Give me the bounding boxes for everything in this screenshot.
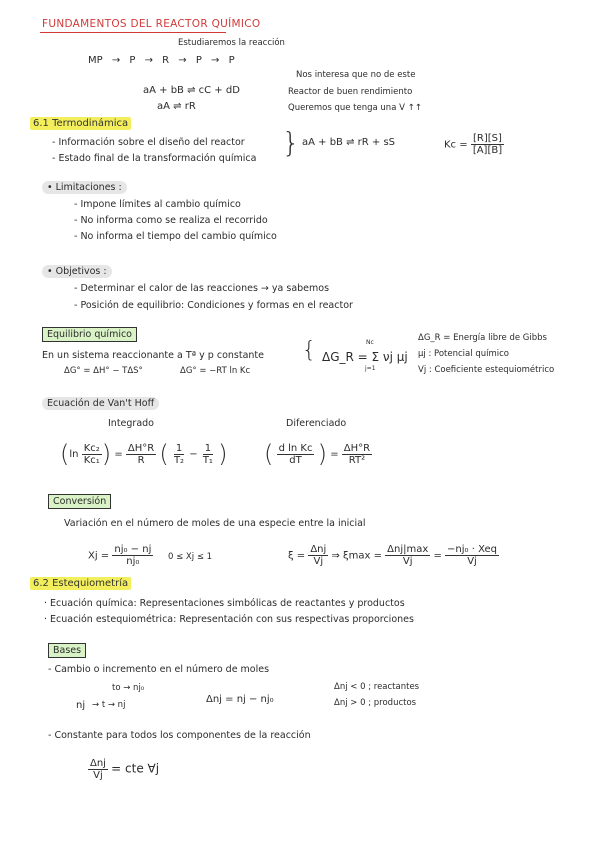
equation-2: aA ⇌ rR	[157, 101, 196, 112]
s62-item-2: · Ecuación estequiométrica: Representación con sus respectivas proporciones	[44, 614, 414, 625]
def-coefficient: Vj : Coeficiente estequiométrico	[418, 365, 555, 375]
def-potential: μj : Potencial químico	[418, 349, 509, 359]
limitaciones-heading: • Limitaciones :	[42, 181, 127, 194]
page-title: FUNDAMENTOS DEL REACTOR QUÍMICO	[42, 18, 261, 30]
bases-t0: to → nj₀	[112, 683, 145, 693]
equilibrio-brace: {	[302, 338, 316, 363]
bases-products: Δnj > 0 ; productos	[334, 698, 417, 708]
bases-nj: nj	[76, 700, 86, 711]
conversion-line: Variación en el número de moles de una especie entre la inicial	[64, 518, 366, 529]
sum-lower: j=1	[365, 365, 376, 372]
vanthoff-integrated: (ln $\frac{\text{Kc₂}}{\text{Kc₁}}$ ) = $\frac{\Delta H^\circ R}{R}$ ( $\frac{1}{\text{T₂}}$ − $\frac{1}{\text{T₁}}$ )	[60, 440, 228, 468]
integrated-label: Integrado	[108, 418, 154, 429]
bases-constant-equation: $\frac{\text{Δnj}}{Vj}$ = cte ∀j	[90, 758, 160, 781]
equation-1: aA + bB ⇌ cC + dD	[143, 85, 240, 96]
vanthoff-heading: Ecuación de Van't Hoff	[42, 397, 159, 410]
kc-expression: Kc = $\frac{[R][S]}{[A][B]}$	[444, 133, 503, 156]
equilibrio-line: En un sistema reaccionante a Tª y p constante	[42, 350, 264, 361]
limitaciones-item-1: - Impone límites al cambio químico	[74, 199, 241, 210]
objetivos-heading: • Objetivos :	[42, 265, 112, 278]
bases-delta: Δnj = nj − nj₀	[206, 694, 274, 705]
extent-equation: ξ = $\frac{\text{Δnj}}{Vj}$ ⇒ ξmax = $\frac{\text{Δnj|max}}{Vj}$ = $\frac{\text{−nj₀ · Xeq}}{Vj}$	[288, 544, 497, 567]
intro-note-1: Nos interesa que no de este	[296, 70, 416, 80]
reaction-chain: MP → P → R → P → P	[88, 55, 235, 66]
s61-item-1: - Información sobre el diseño del reactor	[52, 137, 245, 148]
dg0-equation: ΔG° = ΔH° − TΔS°	[64, 366, 143, 376]
conversion-equation: Xj = $\frac{\text{nj₀ − nj}}{\text{nj₀}}$	[88, 544, 152, 567]
s61-reaction: aA + bB ⇌ rR + sS	[302, 137, 396, 148]
dg-reaction: ΔG_R = Σ νj μj	[322, 350, 408, 364]
s62-item-1: · Ecuación química: Representaciones simbólicas de reactantes y productos	[44, 598, 405, 609]
bases-item-1: - Cambio o incremento en el número de moles	[48, 664, 270, 675]
s61-item-2: - Estado final de la transformación química	[52, 153, 257, 164]
equilibrio-heading: Equilibrio químico	[42, 327, 137, 342]
sum-upper: Nc	[366, 339, 374, 346]
section-6-1-heading: 6.1 Termodinámica	[30, 117, 131, 130]
bases-item-2: - Constante para todos los componentes de la reacción	[48, 730, 311, 741]
bases-heading: Bases	[48, 643, 86, 658]
dg0-k-equation: ΔG° = −RT ln Kc	[180, 366, 251, 376]
title-underline	[40, 32, 226, 33]
limitaciones-item-3: - No informa el tiempo del cambio químico	[74, 231, 277, 242]
objetivos-item-2: - Posición de equilibrio: Condiciones y formas en el reactor	[74, 300, 353, 311]
vanthoff-differential: ( $\frac{\text{d ln Kc}}{dT}$ ) = $\frac{\Delta H^\circ R}{\text{RT²}}$	[264, 440, 371, 468]
bases-t: → t → nj	[92, 700, 126, 710]
conversion-range: 0 ≤ Xj ≤ 1	[168, 552, 213, 562]
section-6-2-heading: 6.2 Estequiometría	[30, 577, 131, 590]
intro-note-2: Reactor de buen rendimiento	[288, 87, 413, 97]
bases-reactants: Δnj < 0 ; reactantes	[334, 682, 420, 692]
conversion-heading: Conversión	[48, 494, 111, 509]
intro-note-3: Queremos que tenga una V ↑↑	[288, 103, 422, 113]
differential-label: Diferenciado	[286, 418, 347, 429]
s61-brace: }	[282, 126, 300, 159]
limitaciones-item-2: - No informa como se realiza el recorrido	[74, 215, 268, 226]
chain-note: Estudiaremos la reacción	[178, 38, 285, 48]
objetivos-item-1: - Determinar el calor de las reacciones → ya sabemos	[74, 283, 330, 294]
def-gibbs: ΔG_R = Energía libre de Gibbs	[418, 333, 547, 343]
